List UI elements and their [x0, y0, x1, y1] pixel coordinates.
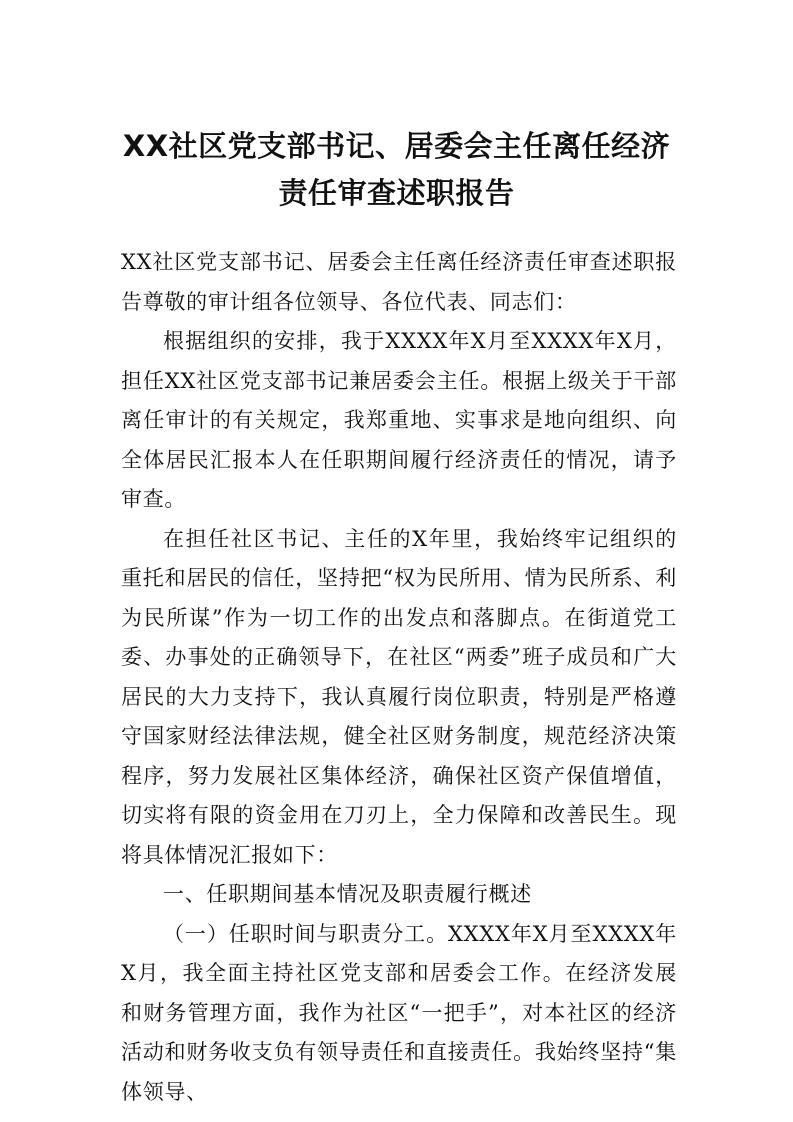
subsection-paragraph-1: （一）任职时间与职责分工。XXXX年X月至XXXX年X月，我全面主持社区党支部和居委会工作。在经济发展和财务管理方面，我作为社区“一把手”，对本社区的经济活动和财务收支负有领导责任和直接责任。我始终坚持“集体领导、	[121, 921, 677, 1104]
body-paragraph-2: 在担任社区书记、主任的X年里，我始终牢记组织的重托和居民的信任，坚持把“权为民所用、情为民所系、利为民所谋”作为一切工作的出发点和落脚点。在街道党工委、办事处的正确领导下，在社区“两委”班子成员和广大居民的大力支持下，我认真履行岗位职责，特别是严格遵守国家财经法律法规，健全社区财务制度，规范经济决策程序，努力发展社区集体经济，确保社区资产保值增值，切实将有限的资金用在刀刃上，全力保障和改善民生。现将具体情况汇报如下：	[121, 526, 677, 867]
salutation-paragraph: XX社区党支部书记、居委会主任离任经济责任审查述职报告尊敬的审计组各位领导、各位代表、同志们：	[121, 250, 677, 314]
document-body	[121, 243, 677, 1112]
document-title-line-2: 责任审查述职报告	[278, 176, 515, 210]
section-heading-1: 一、任职期间基本情况及职责履行概述	[163, 882, 532, 906]
document-title-line-1: XX社区党支部书记、居委会主任离任经济	[122, 129, 671, 163]
body-paragraph-1: 根据组织的安排，我于XXXX年X月至XXXX年X月，担任XX社区党支部书记兼居委会主任。根据上级关于干部离任审计的有关规定，我郑重地、实事求是地向组织、向全体居民汇报本人在任职期间履行经济责任的情况，请予审查。	[121, 329, 677, 511]
